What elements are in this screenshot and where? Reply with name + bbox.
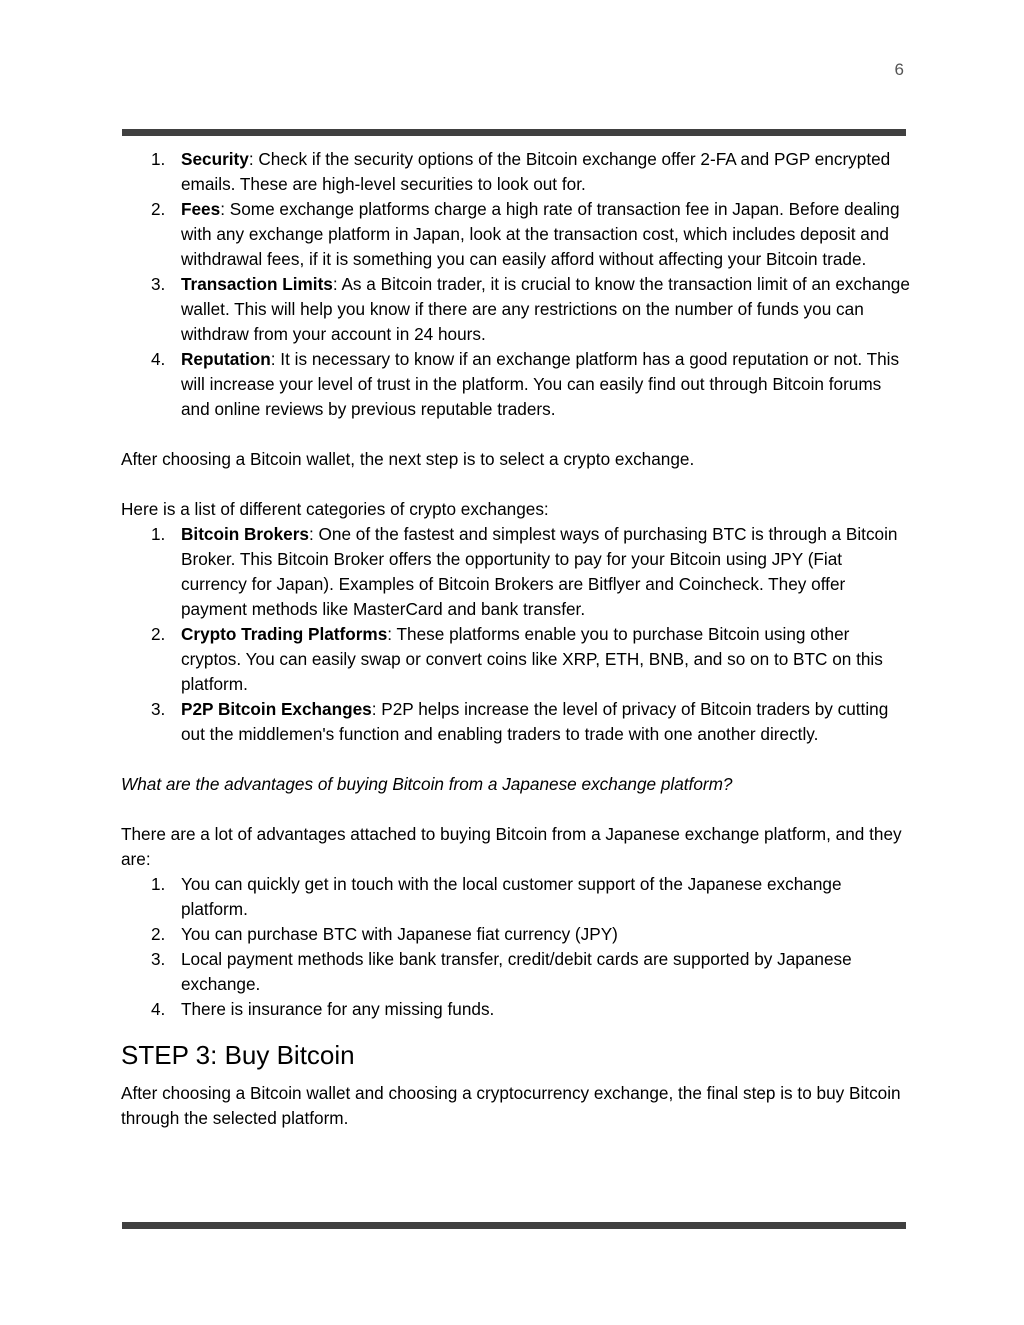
document-body (121, 147, 911, 1131)
section-heading-step-3: STEP 3: Buy Bitcoin (121, 1040, 355, 1070)
exchange-criteria-list (121, 147, 911, 422)
list-number: 4. (151, 999, 166, 1019)
list-number: 2. (151, 199, 166, 219)
advantages-question: What are the advantages of buying Bitcoin from a Japanese exchange platform? (121, 774, 733, 794)
page-number: 6 (894, 60, 904, 79)
list-item-text: : Check if the security options of the Bitcoin exchange offer 2-FA and PGP encrypted emails. These are high-level securities to look out for. (181, 149, 891, 194)
list-number: 3. (151, 949, 166, 969)
list-item-title: Crypto Trading Platforms (181, 624, 388, 644)
list-item-title: Reputation (181, 349, 271, 369)
list-item-title: Security (181, 149, 249, 169)
list-number: 3. (151, 699, 166, 719)
paragraph-categories-intro: Here is a list of different categories of crypto exchanges: (121, 499, 549, 519)
paragraph-after-wallet: After choosing a Bitcoin wallet, the next step is to select a crypto exchange. (121, 449, 695, 469)
list-number: 2. (151, 924, 166, 944)
list-item-advantage (121, 997, 911, 1022)
list-item-text: : It is necessary to know if an exchange platform has a good reputation or not. This will increase your level of trust in the platform. You can easily find out through Bitcoin forums and online reviews by previous reputable traders. (181, 349, 900, 419)
list-item-p2p-exchanges (121, 697, 911, 747)
list-item-text: : Some exchange platforms charge a high rate of transaction fee in Japan. Before dealing with any exchange platform in Japan, look at the transaction cost, which includes deposit and withdrawal fees, if it is something you can easily afford without affecting your Bitcoin trade. (181, 199, 900, 269)
list-item-crypto-trading-platforms (121, 622, 911, 697)
list-item-fees (121, 197, 911, 272)
list-item-text: Local payment methods like bank transfer, credit/debit cards are supported by Japanese exchange. (181, 949, 852, 994)
list-item-title: P2P Bitcoin Exchanges (181, 699, 372, 719)
exchange-categories-list (121, 522, 911, 747)
list-item-reputation (121, 347, 911, 422)
paragraph-step-3: After choosing a Bitcoin wallet and choosing a cryptocurrency exchange, the final step is to buy Bitcoin through the selected platform. (121, 1083, 901, 1128)
list-item-security (121, 147, 911, 197)
list-number: 2. (151, 624, 166, 644)
list-item-text: : P2P helps increase the level of privacy of Bitcoin traders by cutting out the middlemen's function and enabling traders to trade with one another directly. (181, 699, 889, 744)
list-item-text: You can purchase BTC with Japanese fiat currency (JPY) (181, 924, 618, 944)
list-item-advantage (121, 947, 911, 997)
list-item-text: : As a Bitcoin trader, it is crucial to know the transaction limit of an exchange wallet. This will help you know if there are any restrictions on the number of funds you can withdraw from your account in 24 hours. (181, 274, 910, 344)
list-number: 4. (151, 349, 166, 369)
list-item-text: There is insurance for any missing funds. (181, 999, 495, 1019)
list-item-title: Fees (181, 199, 221, 219)
list-item-transaction-limits (121, 272, 911, 347)
list-item-title: Transaction Limits (181, 274, 333, 294)
list-item-title: Bitcoin Brokers (181, 524, 309, 544)
list-item-text: : One of the fastest and simplest ways of purchasing BTC is through a Bitcoin Broker. This Bitcoin Broker offers the opportunity to pay for your Bitcoin using JPY (Fiat currency for Japan). Examples of Bitcoin Brokers are Bitflyer and Coincheck. They offer payment methods like MasterCard and bank transfer. (181, 524, 898, 619)
advantages-list (121, 872, 911, 1022)
list-number: 1. (151, 149, 166, 169)
list-item-advantage (121, 872, 911, 922)
list-item-text: : These platforms enable you to purchase Bitcoin using other cryptos. You can easily swap or convert coins like XRP, ETH, BNB, and so on to BTC on this platform. (181, 624, 883, 694)
list-item-bitcoin-brokers (121, 522, 911, 622)
list-number: 1. (151, 524, 166, 544)
paragraph-advantages-intro: There are a lot of advantages attached to buying Bitcoin from a Japanese exchange platform, and they are: (121, 824, 902, 869)
top-divider (122, 129, 906, 136)
bottom-divider (122, 1222, 906, 1229)
list-item-advantage (121, 922, 911, 947)
list-number: 3. (151, 274, 166, 294)
list-number: 1. (151, 874, 166, 894)
list-item-text: You can quickly get in touch with the local customer support of the Japanese exchange platform. (181, 874, 842, 919)
